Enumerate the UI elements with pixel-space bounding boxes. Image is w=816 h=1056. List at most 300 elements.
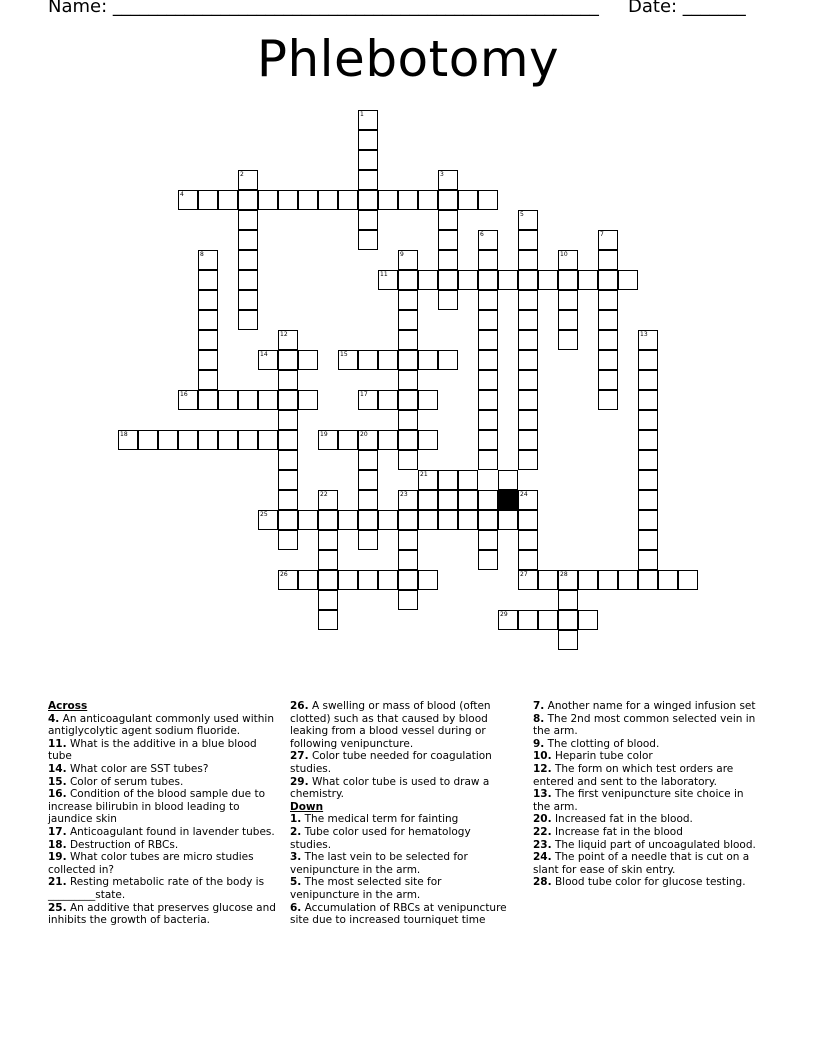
grid-cell[interactable] (358, 130, 378, 150)
clue-item (290, 826, 510, 851)
grid-cell[interactable] (298, 350, 318, 370)
grid-cell[interactable] (278, 430, 298, 450)
grid-cell[interactable] (598, 310, 618, 330)
grid-cell[interactable] (238, 210, 258, 230)
date-field[interactable]: Date: _______ (628, 0, 746, 17)
clue-number-label: 10. (533, 750, 552, 763)
clue-text: A swelling or mass of blood (often clotted) such as that caused by blood leaking from a blood vessel during or following venipuncture. (290, 700, 491, 750)
clue-number: 4 (180, 191, 184, 198)
clues-column-1 (48, 700, 278, 927)
clue-item (48, 839, 278, 852)
grid-cell[interactable] (238, 290, 258, 310)
grid-cell[interactable] (518, 350, 538, 370)
grid-cell[interactable] (518, 430, 538, 450)
clue-number-label: 7. (533, 700, 545, 712)
clue-item (533, 839, 763, 852)
clue-item (290, 813, 510, 826)
grid-cell[interactable] (358, 230, 378, 250)
clue-text: The most selected site for venipuncture in the arm. (290, 876, 442, 901)
grid-cell[interactable] (458, 270, 478, 290)
clue-text: Color of serum tubes. (66, 775, 184, 788)
grid-cell[interactable] (478, 430, 498, 450)
grid-cell[interactable] (518, 290, 538, 310)
grid-cell[interactable] (258, 190, 278, 210)
clue-number: 6 (480, 231, 484, 238)
grid-cell[interactable] (458, 510, 478, 530)
clue-number-label: 19. (48, 851, 67, 864)
clue-number: 24 (520, 491, 528, 498)
grid-cell[interactable] (278, 370, 298, 390)
grid-cell[interactable] (358, 530, 378, 550)
clue-text: Anticoagulant found in lavender tubes. (66, 825, 275, 838)
grid-cell[interactable] (558, 290, 578, 310)
grid-cell[interactable] (478, 250, 498, 270)
grid-cell[interactable] (518, 210, 538, 230)
grid-cell[interactable] (438, 250, 458, 270)
grid-cell[interactable] (518, 390, 538, 410)
grid-cell[interactable] (478, 450, 498, 470)
clue-item (48, 876, 278, 901)
grid-cell[interactable] (558, 630, 578, 650)
clue-number: 14 (260, 351, 268, 358)
grid-cell[interactable] (278, 410, 298, 430)
grid-cell[interactable] (358, 450, 378, 470)
clue-text: Condition of the blood sample due to increase bilirubin in blood leading to jaundice skin (48, 788, 266, 826)
clue-text: Color tube needed for coagulation studies. (290, 750, 492, 775)
grid-cell[interactable] (278, 490, 298, 510)
clue-number: 17 (360, 391, 368, 398)
grid-cell[interactable] (518, 450, 538, 470)
grid-cell[interactable] (498, 470, 518, 490)
grid-cell[interactable] (198, 390, 218, 410)
grid-cell[interactable] (238, 230, 258, 250)
grid-cell[interactable] (478, 490, 498, 510)
clue-item (290, 750, 510, 775)
grid-cell[interactable] (458, 190, 478, 210)
clue-item (533, 788, 763, 813)
clue-text: What color are SST tubes? (66, 762, 209, 775)
grid-cell[interactable] (678, 570, 698, 590)
clue-text: Increased fat in the blood. (551, 813, 693, 826)
grid-cell[interactable] (478, 510, 498, 530)
grid-cell[interactable] (318, 510, 338, 530)
grid-cell[interactable] (478, 190, 498, 210)
grid-cell[interactable] (298, 190, 318, 210)
grid-cell[interactable] (418, 470, 438, 490)
grid-cell[interactable] (478, 530, 498, 550)
grid-cell[interactable] (398, 550, 418, 570)
grid-cell[interactable] (418, 270, 438, 290)
grid-cell[interactable] (198, 350, 218, 370)
grid-cell[interactable] (478, 290, 498, 310)
grid-cell[interactable] (198, 190, 218, 210)
grid-cell[interactable] (198, 330, 218, 350)
grid-cell[interactable] (398, 370, 418, 390)
grid-cell[interactable] (638, 490, 658, 510)
grid-cell[interactable] (498, 270, 518, 290)
clue-item (290, 851, 510, 876)
grid-cell[interactable] (518, 310, 538, 330)
clue-item (290, 700, 510, 750)
grid-cell[interactable] (398, 250, 418, 270)
grid-cell[interactable] (558, 310, 578, 330)
grid-cell[interactable] (478, 270, 498, 290)
grid-cell[interactable] (598, 350, 618, 370)
grid-cell[interactable] (378, 390, 398, 410)
grid-cell[interactable] (438, 210, 458, 230)
grid-cell[interactable] (438, 470, 458, 490)
grid-cell[interactable] (558, 250, 578, 270)
grid-cell[interactable] (618, 270, 638, 290)
grid-cell[interactable] (418, 570, 438, 590)
grid-cell[interactable] (598, 390, 618, 410)
grid-cell[interactable] (238, 310, 258, 330)
clue-text: An additive that preserves glucose and inhibits the growth of bacteria. (48, 901, 276, 927)
grid-cell[interactable] (458, 490, 478, 510)
grid-cell[interactable] (418, 190, 438, 210)
clue-number: 9 (400, 251, 404, 258)
grid-cell[interactable] (478, 310, 498, 330)
clue-number-label: 29. (290, 775, 309, 788)
grid-cell[interactable] (418, 490, 438, 510)
grid-cell[interactable] (538, 610, 558, 630)
grid-cell[interactable] (338, 430, 358, 450)
clue-item (533, 851, 763, 876)
grid-cell[interactable] (318, 490, 338, 510)
clue-number-label: 4. (48, 712, 60, 725)
grid-cell[interactable] (178, 190, 198, 210)
grid-cell[interactable] (358, 390, 378, 410)
grid-cell[interactable] (318, 190, 338, 210)
down-heading: Down (290, 800, 324, 813)
grid-cell[interactable] (358, 470, 378, 490)
grid-cell[interactable] (358, 570, 378, 590)
grid-cell[interactable] (518, 570, 538, 590)
puzzle-title: Phlebotomy (256, 30, 560, 88)
grid-cell[interactable] (638, 570, 658, 590)
grid-cell[interactable] (638, 370, 658, 390)
clue-item (48, 713, 278, 738)
grid-cell[interactable] (198, 310, 218, 330)
grid-cell[interactable] (198, 290, 218, 310)
grid-cell[interactable] (518, 530, 538, 550)
grid-cell[interactable] (198, 250, 218, 270)
grid-cell[interactable] (518, 490, 538, 510)
grid-cell[interactable] (518, 330, 538, 350)
grid-cell[interactable] (378, 350, 398, 370)
grid-cell[interactable] (518, 250, 538, 270)
grid-cell[interactable] (638, 330, 658, 350)
grid-cell[interactable] (518, 610, 538, 630)
grid-cell[interactable] (598, 570, 618, 590)
grid-cell[interactable] (438, 270, 458, 290)
grid-cell[interactable] (178, 390, 198, 410)
grid-cell[interactable] (478, 390, 498, 410)
clue-number: 29 (500, 611, 508, 618)
grid-cell[interactable] (498, 610, 518, 630)
grid-cell[interactable] (338, 350, 358, 370)
grid-cell[interactable] (118, 430, 138, 450)
clue-number-label: 24. (533, 851, 552, 864)
grid-cell[interactable] (338, 510, 358, 530)
grid-cell[interactable] (178, 430, 198, 450)
grid-cell[interactable] (518, 510, 538, 530)
grid-cell[interactable] (398, 450, 418, 470)
grid-cell[interactable] (598, 270, 618, 290)
grid-cell[interactable] (238, 390, 258, 410)
clue-item (48, 788, 278, 826)
grid-cell[interactable] (258, 510, 278, 530)
clue-item (533, 763, 763, 788)
clue-text: Accumulation of RBCs at venipuncture site due to increased tourniquet time (290, 901, 507, 927)
grid-cell[interactable] (378, 510, 398, 530)
grid-cell[interactable] (398, 270, 418, 290)
grid-cell[interactable] (318, 550, 338, 570)
grid-cell[interactable] (398, 190, 418, 210)
grid-cell[interactable] (438, 230, 458, 250)
grid-cell[interactable] (278, 570, 298, 590)
grid-cell[interactable] (318, 610, 338, 630)
grid-cell[interactable] (218, 190, 238, 210)
grid-cell[interactable] (498, 510, 518, 530)
clue-number: 16 (180, 391, 188, 398)
grid-cell[interactable] (638, 530, 658, 550)
clue-number-label: 18. (48, 838, 67, 851)
grid-cell[interactable] (438, 190, 458, 210)
grid-cell[interactable] (638, 470, 658, 490)
clue-item (533, 738, 763, 751)
grid-cell[interactable] (298, 390, 318, 410)
grid-cell[interactable] (358, 150, 378, 170)
grid-cell[interactable] (418, 390, 438, 410)
clue-number-label: 25. (48, 901, 67, 914)
grid-cell[interactable] (398, 510, 418, 530)
grid-cell[interactable] (398, 330, 418, 350)
clue-number: 22 (320, 491, 328, 498)
grid-cell[interactable] (598, 230, 618, 250)
grid-cell[interactable] (518, 230, 538, 250)
clue-number: 11 (380, 271, 388, 278)
grid-cell[interactable] (638, 350, 658, 370)
grid-cell[interactable] (278, 450, 298, 470)
grid-cell[interactable] (358, 110, 378, 130)
clue-text: What is the additive in a blue blood tube (48, 737, 257, 763)
grid-cell[interactable] (378, 570, 398, 590)
clue-number: 12 (280, 331, 288, 338)
clue-text: The last vein to be selected for venipuncture in the arm. (290, 851, 468, 876)
grid-cell[interactable] (378, 430, 398, 450)
grid-cell[interactable] (298, 510, 318, 530)
clue-number-label: 23. (533, 838, 552, 851)
clue-item (290, 776, 510, 801)
clue-number-label: 3. (290, 851, 302, 864)
grid-cell[interactable] (298, 570, 318, 590)
grid-cell[interactable] (558, 570, 578, 590)
clue-text: Another name for a winged infusion set (544, 700, 756, 712)
grid-cell[interactable] (158, 430, 178, 450)
grid-cell[interactable] (238, 270, 258, 290)
grid-cell[interactable] (658, 570, 678, 590)
grid-cell[interactable] (238, 190, 258, 210)
clue-number: 13 (640, 331, 648, 338)
clue-number-label: 16. (48, 788, 67, 801)
clue-number: 18 (120, 431, 128, 438)
grid-cell[interactable] (598, 370, 618, 390)
grid-cell[interactable] (398, 410, 418, 430)
clue-number-label: 13. (533, 788, 552, 801)
grid-cell[interactable] (378, 190, 398, 210)
grid-cell[interactable] (278, 350, 298, 370)
clue-number-label: 28. (533, 876, 552, 889)
grid-cell[interactable] (358, 430, 378, 450)
grid-cell[interactable] (358, 190, 378, 210)
grid-cell[interactable] (318, 430, 338, 450)
clue-item (48, 738, 278, 763)
grid-cell[interactable] (438, 510, 458, 530)
grid-cell[interactable] (558, 330, 578, 350)
clues-column-3 (533, 700, 763, 889)
grid-cell[interactable] (518, 550, 538, 570)
clue-text: The point of a needle that is cut on a slant for ease of skin entry. (533, 851, 750, 876)
grid-cell[interactable] (458, 470, 478, 490)
grid-cell[interactable] (538, 570, 558, 590)
clue-number: 20 (360, 431, 368, 438)
grid-cell[interactable] (398, 350, 418, 370)
grid-cell[interactable] (358, 510, 378, 530)
grid-cell[interactable] (638, 410, 658, 430)
grid-cell[interactable] (478, 550, 498, 570)
grid-cell[interactable] (558, 610, 578, 630)
grid-cell[interactable] (638, 510, 658, 530)
grid-cell[interactable] (438, 490, 458, 510)
grid-cell[interactable] (318, 570, 338, 590)
grid-cell[interactable] (278, 390, 298, 410)
clue-text: Destruction of RBCs. (66, 838, 179, 851)
grid-cell[interactable] (618, 570, 638, 590)
grid-cell[interactable] (358, 210, 378, 230)
grid-cell[interactable] (438, 170, 458, 190)
grid-cell[interactable] (318, 530, 338, 550)
grid-cell[interactable] (358, 350, 378, 370)
clue-text: What color tube is used to draw a chemistry. (290, 775, 490, 801)
grid-cell[interactable] (598, 290, 618, 310)
grid-cell[interactable] (258, 430, 278, 450)
grid-cell[interactable] (478, 350, 498, 370)
clue-item (48, 851, 278, 876)
clue-text: The clotting of blood. (544, 737, 660, 750)
grid-cell[interactable] (578, 570, 598, 590)
grid-cell[interactable] (198, 270, 218, 290)
grid-cell[interactable] (598, 330, 618, 350)
grid-cell[interactable] (478, 330, 498, 350)
grid-cell[interactable] (138, 430, 158, 450)
grid-cell[interactable] (398, 590, 418, 610)
name-field[interactable]: Name: ______________________________________________________ (48, 0, 599, 17)
clue-text: The liquid part of uncoagulated blood. (551, 838, 756, 851)
black-cell (498, 490, 518, 510)
grid-cell[interactable] (598, 250, 618, 270)
grid-cell[interactable] (518, 410, 538, 430)
grid-cell[interactable] (398, 490, 418, 510)
clue-number: 3 (440, 171, 444, 178)
grid-cell[interactable] (198, 430, 218, 450)
grid-cell[interactable] (518, 270, 538, 290)
grid-cell[interactable] (398, 570, 418, 590)
clue-number: 27 (520, 571, 528, 578)
grid-cell[interactable] (558, 590, 578, 610)
clue-number-label: 8. (533, 712, 545, 725)
grid-cell[interactable] (638, 430, 658, 450)
clue-number: 2 (240, 171, 244, 178)
grid-cell[interactable] (338, 190, 358, 210)
across-heading: Across (48, 700, 88, 712)
clue-item (533, 713, 763, 738)
clue-number: 26 (280, 571, 288, 578)
grid-cell[interactable] (258, 350, 278, 370)
grid-cell[interactable] (318, 590, 338, 610)
grid-cell[interactable] (218, 390, 238, 410)
grid-cell[interactable] (218, 430, 238, 450)
grid-cell[interactable] (398, 430, 418, 450)
grid-cell[interactable] (258, 390, 278, 410)
grid-cell[interactable] (358, 170, 378, 190)
grid-cell[interactable] (478, 370, 498, 390)
clue-item (533, 750, 763, 763)
grid-cell[interactable] (418, 430, 438, 450)
clue-number-label: 27. (290, 750, 309, 763)
grid-cell[interactable] (398, 390, 418, 410)
grid-cell[interactable] (278, 530, 298, 550)
clue-number-label: 22. (533, 825, 552, 838)
grid-cell[interactable] (418, 350, 438, 370)
grid-cell[interactable] (398, 310, 418, 330)
grid-cell[interactable] (578, 270, 598, 290)
grid-cell[interactable] (278, 470, 298, 490)
clue-text: The 2nd most common selected vein in the arm. (533, 712, 756, 738)
grid-cell[interactable] (638, 390, 658, 410)
grid-cell[interactable] (638, 550, 658, 570)
grid-cell[interactable] (478, 410, 498, 430)
grid-cell[interactable] (238, 250, 258, 270)
clue-item (533, 700, 763, 713)
clue-text: Increase fat in the blood (551, 825, 683, 838)
grid-cell[interactable] (438, 350, 458, 370)
clue-text: Resting metabolic rate of the body is _________state. (48, 876, 265, 901)
clue-number: 23 (400, 491, 408, 498)
grid-cell[interactable] (338, 570, 358, 590)
grid-cell[interactable] (578, 610, 598, 630)
grid-cell[interactable] (238, 170, 258, 190)
grid-cell[interactable] (358, 490, 378, 510)
grid-cell[interactable] (538, 270, 558, 290)
grid-cell[interactable] (278, 330, 298, 350)
grid-cell[interactable] (398, 290, 418, 310)
grid-cell[interactable] (638, 450, 658, 470)
grid-cell[interactable] (438, 290, 458, 310)
grid-cell[interactable] (278, 190, 298, 210)
grid-cell[interactable] (378, 270, 398, 290)
grid-cell[interactable] (278, 510, 298, 530)
grid-cell[interactable] (418, 510, 438, 530)
grid-cell[interactable] (518, 370, 538, 390)
clue-number-label: 17. (48, 825, 67, 838)
grid-cell[interactable] (198, 370, 218, 390)
grid-cell[interactable] (398, 530, 418, 550)
grid-cell[interactable] (238, 430, 258, 450)
clue-text: What color tubes are micro studies collected in? (48, 851, 254, 876)
grid-cell[interactable] (478, 230, 498, 250)
grid-cell[interactable] (558, 270, 578, 290)
